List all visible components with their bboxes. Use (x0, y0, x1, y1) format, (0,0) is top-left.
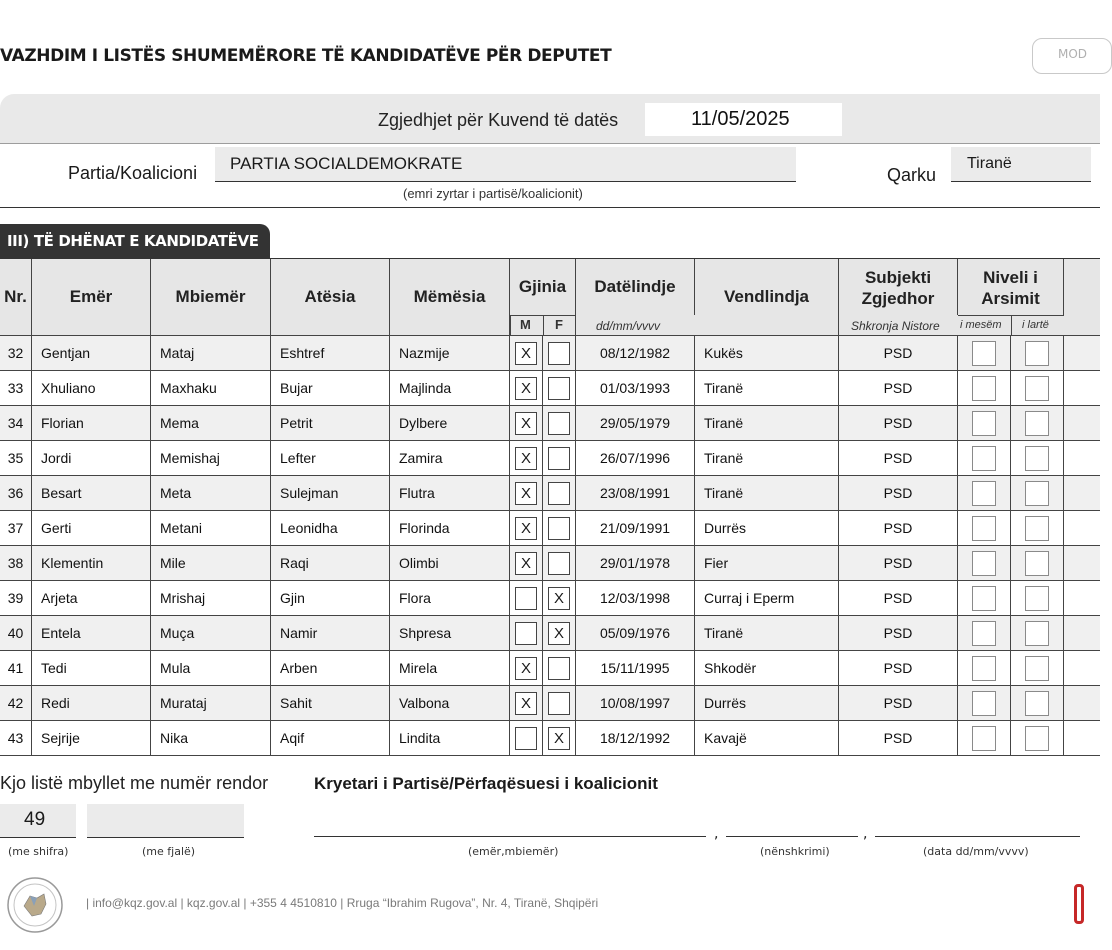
caption-digits: (me shifra) (8, 845, 69, 858)
cell-first-name: Xhuliano (32, 371, 151, 405)
cell-mother: Zamira (390, 441, 510, 475)
gender-f-checkbox[interactable] (548, 517, 570, 540)
cell-birth-place: Shkodër (695, 651, 839, 685)
education-mid-checkbox[interactable] (972, 411, 996, 436)
cell-last-name: Mrishaj (151, 581, 271, 615)
county-label: Qarku (887, 165, 937, 185)
gender-m-checkbox[interactable]: X (515, 412, 537, 435)
chair-label: Kryetari i Partisë/Përfaqësuesi i koalicionit (314, 774, 658, 793)
cell-last-name: Maxhaku (151, 371, 271, 405)
education-high-checkbox[interactable] (1025, 656, 1049, 681)
cell-father: Sulejman (271, 476, 390, 510)
cell-extra (1064, 721, 1100, 755)
cell-father: Bujar (271, 371, 390, 405)
education-high-checkbox[interactable] (1025, 376, 1049, 401)
gender-f-checkbox[interactable] (548, 657, 570, 680)
cell-first-name: Gerti (32, 511, 151, 545)
education-mid-checkbox[interactable] (972, 446, 996, 471)
header-subject (839, 259, 958, 315)
cell-birth-place: Kavajë (695, 721, 839, 755)
cell-first-name: Besart (32, 476, 151, 510)
cell-birth-place: Tiranë (695, 441, 839, 475)
cell-father: Aqif (271, 721, 390, 755)
cell-birth-date: 12/03/1998 (576, 581, 695, 615)
gender-f-checkbox[interactable] (548, 377, 570, 400)
header-gender: Gjinia (510, 259, 576, 315)
table-row (0, 651, 1100, 686)
header-first-name: Emër (32, 259, 151, 335)
cell-last-name: Mema (151, 406, 271, 440)
cell-birth-date: 18/12/1992 (576, 721, 695, 755)
cell-birth-place: Curraj i Eperm (695, 581, 839, 615)
gender-m-checkbox[interactable]: X (515, 342, 537, 365)
table-row (0, 336, 1100, 371)
gender-m-checkbox[interactable]: X (515, 447, 537, 470)
cell-nr: 32 (0, 336, 32, 370)
gender-m-checkbox[interactable]: X (515, 552, 537, 575)
divider (1011, 315, 1012, 335)
header-birth-place: Vendlindja (695, 259, 839, 335)
caption-signature: (nënshkrimi) (760, 845, 830, 858)
cell-father: Petrit (271, 406, 390, 440)
closing-number-digits-value: 49 (24, 809, 46, 830)
table-row (0, 616, 1100, 651)
gender-m-checkbox[interactable] (515, 727, 537, 750)
table-row (0, 441, 1100, 476)
cell-nr: 34 (0, 406, 32, 440)
table-row (0, 546, 1100, 581)
chair-name-field[interactable] (314, 836, 706, 837)
gender-f-checkbox[interactable] (548, 412, 570, 435)
cell-last-name: Nika (151, 721, 271, 755)
header-subject-sub: Shkronja Nistore (851, 319, 940, 333)
divider (543, 315, 544, 335)
cell-birth-date: 10/08/1997 (576, 686, 695, 720)
education-mid-checkbox[interactable] (972, 551, 996, 576)
cell-subject: PSD (839, 546, 958, 580)
table-row (0, 476, 1100, 511)
education-high-checkbox[interactable] (1025, 586, 1049, 611)
chair-date-field[interactable] (875, 836, 1080, 837)
gender-f-checkbox[interactable] (548, 447, 570, 470)
gender-f-checkbox[interactable] (548, 692, 570, 715)
cell-subject: PSD (839, 721, 958, 755)
table-row (0, 686, 1100, 721)
cell-last-name: Mile (151, 546, 271, 580)
cell-subject: PSD (839, 336, 958, 370)
cell-extra (1064, 616, 1100, 650)
header-edu-mid: i mesëm (960, 319, 1002, 331)
caption-name: (emër,mbiemër) (468, 845, 559, 858)
header-birth-date: Datëlindje (576, 259, 695, 315)
header-education-line2: Arsimit (981, 289, 1040, 308)
table-row (0, 511, 1100, 546)
cell-extra (1064, 476, 1100, 510)
cell-birth-date: 08/12/1982 (576, 336, 695, 370)
cell-first-name: Sejrije (32, 721, 151, 755)
cell-extra (1064, 441, 1100, 475)
gender-m-checkbox[interactable] (515, 622, 537, 645)
cell-father: Raqi (271, 546, 390, 580)
gender-f-checkbox[interactable]: X (548, 587, 570, 610)
cell-nr: 36 (0, 476, 32, 510)
cell-nr: 39 (0, 581, 32, 615)
gender-m-checkbox[interactable] (515, 587, 537, 610)
party-name-caption: (emri zyrtar i partisë/koalicionit) (403, 186, 583, 201)
header-edu-high: i lartë (1022, 319, 1049, 331)
cell-subject: PSD (839, 441, 958, 475)
cell-mother: Shpresa (390, 616, 510, 650)
cell-extra (1064, 686, 1100, 720)
cell-birth-place: Tiranë (695, 406, 839, 440)
gender-m-checkbox[interactable]: X (515, 517, 537, 540)
party-name-value: PARTIA SOCIALDEMOKRATE (230, 154, 463, 173)
cell-first-name: Arjeta (32, 581, 151, 615)
cell-subject: PSD (839, 371, 958, 405)
cell-birth-date: 05/09/1976 (576, 616, 695, 650)
cell-birth-date: 26/07/1996 (576, 441, 695, 475)
gender-m-checkbox[interactable]: X (515, 482, 537, 505)
cell-subject: PSD (839, 651, 958, 685)
cell-birth-place: Tiranë (695, 616, 839, 650)
cell-subject: PSD (839, 686, 958, 720)
cell-subject: PSD (839, 616, 958, 650)
header-mother: Mëmësia (390, 259, 510, 335)
header-father: Atësia (271, 259, 390, 335)
cell-first-name: Klementin (32, 546, 151, 580)
cell-nr: 33 (0, 371, 32, 405)
cell-extra (1064, 406, 1100, 440)
header-gender-f: F (555, 317, 563, 332)
education-mid-checkbox[interactable] (972, 376, 996, 401)
education-high-checkbox[interactable] (1025, 516, 1049, 541)
cell-nr: 37 (0, 511, 32, 545)
cell-birth-date: 21/09/1991 (576, 511, 695, 545)
caption-words: (me fjalë) (142, 845, 196, 858)
gender-f-checkbox[interactable]: X (548, 622, 570, 645)
cell-extra (1064, 581, 1100, 615)
divider (575, 315, 576, 335)
cell-mother: Nazmije (390, 336, 510, 370)
cell-nr: 41 (0, 651, 32, 685)
cell-extra (1064, 546, 1100, 580)
party-label: Partia/Koalicioni (68, 163, 198, 183)
education-high-checkbox[interactable] (1025, 621, 1049, 646)
cell-father: Arben (271, 651, 390, 685)
education-mid-checkbox[interactable] (972, 481, 996, 506)
education-mid-checkbox[interactable] (972, 656, 996, 681)
education-mid-checkbox[interactable] (972, 726, 996, 751)
cell-last-name: Muça (151, 616, 271, 650)
education-high-checkbox[interactable] (1025, 726, 1049, 751)
cell-extra (1064, 511, 1100, 545)
header-birth-date-format: dd/mm/vvvv (596, 319, 661, 333)
cell-mother: Mirela (390, 651, 510, 685)
cell-father: Namir (271, 616, 390, 650)
table-row (0, 721, 1100, 756)
cell-last-name: Mula (151, 651, 271, 685)
cell-birth-place: Durrës (695, 511, 839, 545)
cell-first-name: Tedi (32, 651, 151, 685)
caption-date: (data dd/mm/vvvv) (923, 845, 1029, 858)
cell-subject: PSD (839, 581, 958, 615)
cell-mother: Flutra (390, 476, 510, 510)
kqz-seal-icon (6, 876, 64, 934)
cell-first-name: Gentjan (32, 336, 151, 370)
model-badge: MOD (1032, 38, 1112, 74)
table-row (0, 581, 1100, 616)
education-mid-checkbox[interactable] (972, 586, 996, 611)
cell-mother: Valbona (390, 686, 510, 720)
gender-f-checkbox[interactable] (548, 342, 570, 365)
cell-birth-place: Fier (695, 546, 839, 580)
cell-last-name: Memishaj (151, 441, 271, 475)
cell-mother: Florinda (390, 511, 510, 545)
education-mid-checkbox[interactable] (972, 341, 996, 366)
cell-extra (1064, 371, 1100, 405)
cell-birth-date: 29/01/1978 (576, 546, 695, 580)
header-subject-line2: Zgjedhor (861, 289, 935, 308)
cell-birth-date: 23/08/1991 (576, 476, 695, 510)
closing-number-words-field[interactable] (87, 804, 244, 838)
separator: , (714, 826, 719, 842)
cell-subject: PSD (839, 406, 958, 440)
cell-last-name: Metani (151, 511, 271, 545)
gender-m-checkbox[interactable]: X (515, 657, 537, 680)
cell-last-name: Mataj (151, 336, 271, 370)
cell-nr: 40 (0, 616, 32, 650)
header-last-name: Mbiemër (151, 259, 271, 335)
cell-nr: 43 (0, 721, 32, 755)
cell-birth-place: Durrës (695, 686, 839, 720)
education-high-checkbox[interactable] (1025, 551, 1049, 576)
election-label: Zgjedhjet për Kuvend të datës (378, 110, 619, 130)
election-date-value: 11/05/2025 (691, 108, 790, 130)
cell-extra (1064, 336, 1100, 370)
divider (510, 315, 511, 335)
cell-first-name: Entela (32, 616, 151, 650)
cell-nr: 42 (0, 686, 32, 720)
education-high-checkbox[interactable] (1025, 446, 1049, 471)
cell-first-name: Florian (32, 406, 151, 440)
header-education (958, 259, 1064, 315)
cell-nr: 35 (0, 441, 32, 475)
education-high-checkbox[interactable] (1025, 691, 1049, 716)
cell-birth-place: Tiranë (695, 371, 839, 405)
cell-mother: Flora (390, 581, 510, 615)
closing-label: Kjo listë mbyllet me numër rendor (0, 773, 269, 793)
cell-father: Gjin (271, 581, 390, 615)
cell-subject: PSD (839, 511, 958, 545)
county-value: Tiranë (967, 155, 1012, 172)
cell-birth-date: 29/05/1979 (576, 406, 695, 440)
cell-birth-date: 01/03/1993 (576, 371, 695, 405)
education-mid-checkbox[interactable] (972, 516, 996, 541)
cell-subject: PSD (839, 476, 958, 510)
table-header (0, 258, 1100, 336)
gender-m-checkbox[interactable]: X (515, 692, 537, 715)
gender-m-checkbox[interactable]: X (515, 377, 537, 400)
cell-first-name: Redi (32, 686, 151, 720)
divider (0, 207, 1100, 208)
header-gender-m: M (520, 317, 531, 332)
cell-father: Lefter (271, 441, 390, 475)
gender-f-checkbox[interactable]: X (548, 727, 570, 750)
cell-mother: Lindita (390, 721, 510, 755)
cell-mother: Majlinda (390, 371, 510, 405)
cell-birth-date: 15/11/1995 (576, 651, 695, 685)
education-high-checkbox[interactable] (1025, 411, 1049, 436)
education-mid-checkbox[interactable] (972, 621, 996, 646)
header-education-line1: Niveli i (983, 268, 1038, 287)
cell-mother: Dylbere (390, 406, 510, 440)
cell-mother: Olimbi (390, 546, 510, 580)
gender-f-checkbox[interactable] (548, 552, 570, 575)
education-mid-checkbox[interactable] (972, 691, 996, 716)
cell-nr: 38 (0, 546, 32, 580)
cell-last-name: Meta (151, 476, 271, 510)
footer-contact-text: | info@kqz.gov.al | kqz.gov.al | +355 4 4510810 | Rruga “Ibrahim Rugova”, Nr. 4, Tiranë, Shqipëri (86, 896, 599, 910)
header-nr: Nr. (0, 259, 32, 335)
header-subject-line1: Subjekti (864, 268, 932, 287)
education-high-checkbox[interactable] (1025, 341, 1049, 366)
separator: , (863, 826, 868, 842)
header-extra (1064, 259, 1100, 335)
education-high-checkbox[interactable] (1025, 481, 1049, 506)
table-row (0, 371, 1100, 406)
cell-birth-place: Kukës (695, 336, 839, 370)
page-marker-icon (1074, 884, 1084, 924)
cell-father: Sahit (271, 686, 390, 720)
cell-last-name: Murataj (151, 686, 271, 720)
cell-father: Eshtref (271, 336, 390, 370)
section-title-tab: III) TË DHËNAT E KANDIDATËVE (0, 224, 270, 258)
cell-extra (1064, 651, 1100, 685)
gender-f-checkbox[interactable] (548, 482, 570, 505)
form-title: VAZHDIM I LISTËS SHUMEMËRORE TË KANDIDATËVE PËR DEPUTET (0, 46, 612, 66)
chair-signature-field[interactable] (726, 836, 858, 837)
cell-birth-place: Tiranë (695, 476, 839, 510)
table-row (0, 406, 1100, 441)
cell-first-name: Jordi (32, 441, 151, 475)
cell-father: Leonidha (271, 511, 390, 545)
